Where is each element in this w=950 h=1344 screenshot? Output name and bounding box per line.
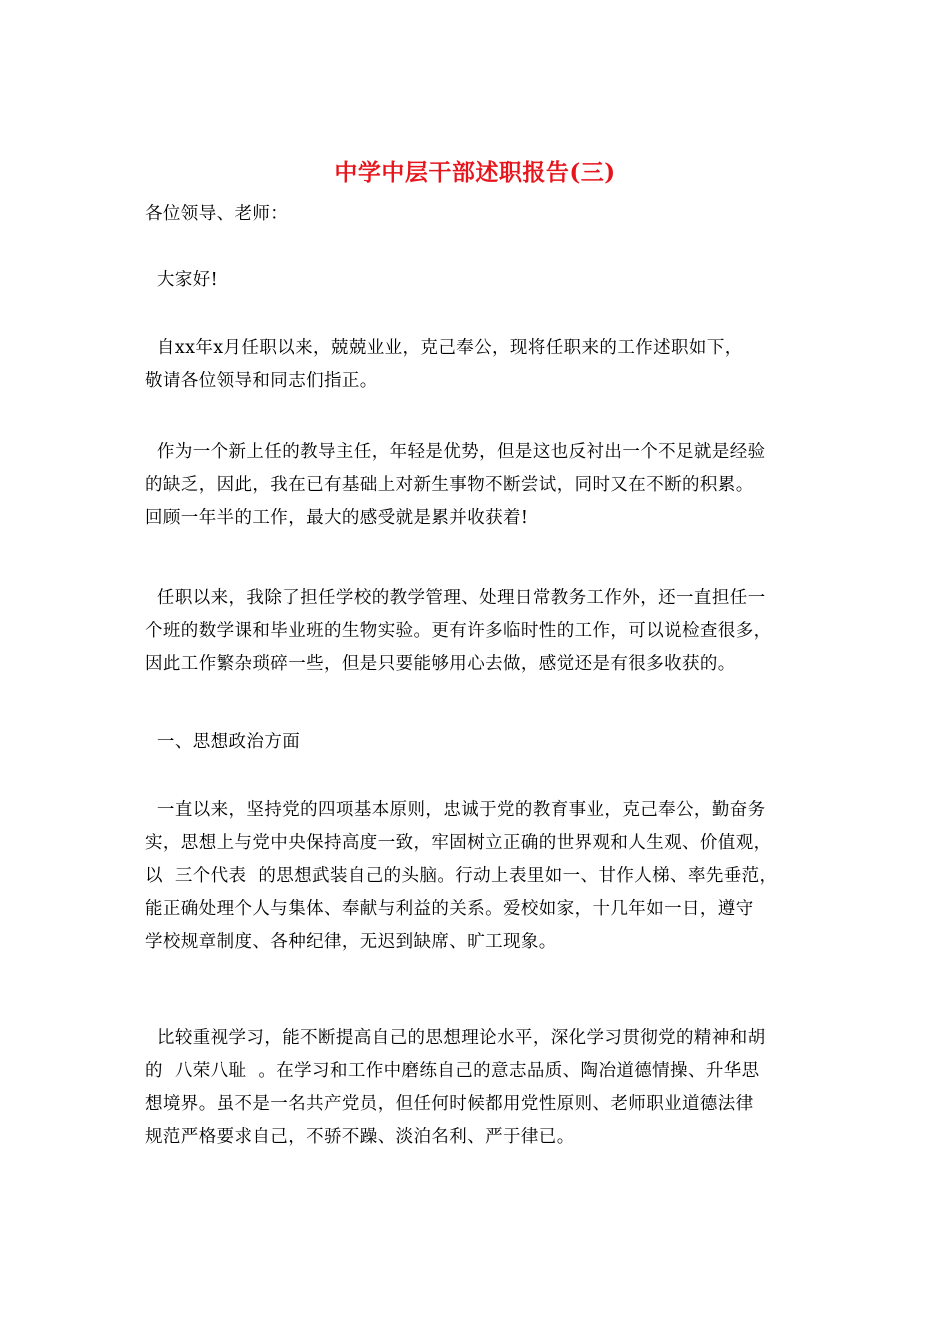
greeting <box>145 264 810 297</box>
paragraph-line: 以 三个代表 的思想武装自己的头脑。行动上表里如一、甘作人梯、率先垂范， <box>145 866 778 886</box>
paragraph-line: 的缺乏，因此，我在已有基础上对新生事物不断尝试，同时又在不断的积累。 <box>145 475 754 495</box>
paragraph-line: 比较重视学习，能不断提高自己的思想理论水平，深化学习贯彻党的精神和胡 <box>145 1028 766 1048</box>
paragraph-line: 个班的数学课和毕业班的生物实验。更有许多临时性的工作，可以说检查很多， <box>145 621 772 641</box>
paragraph-line: 规范严格要求自己，不骄不躁、淡泊名利、严于律已。 <box>145 1127 575 1147</box>
paragraph-line: 想境界。虽不是一名共产党员，但任何时候都用党性原则、老师职业道德法律 <box>145 1094 754 1114</box>
salutation <box>145 198 810 231</box>
paragraph-line: 回顾一年半的工作，最大的感受就是累并收获着! <box>145 508 529 528</box>
paragraph-line: 的 八荣八耻 。在学习和工作中磨练自己的意志品质、陶冶道德情操、升华思 <box>145 1061 760 1081</box>
paragraph-1 <box>145 332 810 398</box>
paragraph-line: 作为一个新上任的教导主任，年轻是优势，但是这也反衬出一个不足就是经验 <box>145 442 766 462</box>
paragraph-line: 一直以来，坚持党的四项基本原则，忠诚于党的教育事业，克己奉公，勤奋务 <box>145 800 766 820</box>
document-title: 中学中层干部述职报告(三) <box>334 159 616 186</box>
greeting-line: 大家好! <box>145 270 219 290</box>
paragraph-line: 因此工作繁杂琐碎一些，但是只要能够用心去做，感觉还是有很多收获的。 <box>145 654 736 674</box>
paragraph-line: 实，思想上与党中央保持高度一致，牢固树立正确的世界观和人生观、价值观， <box>145 833 772 853</box>
section-heading-line: 一、思想政治方面 <box>145 732 301 752</box>
paragraph-5 <box>145 1022 810 1154</box>
paragraph-line: 任职以来，我除了担任学校的教学管理、处理日常教务工作外，还一直担任一 <box>145 588 766 608</box>
paragraph-line: 学校规章制度、各种纪律，无迟到缺席、旷工现象。 <box>145 932 557 952</box>
paragraph-line: 自xx年x月任职以来，兢兢业业，克己奉公，现将任职来的工作述职如下， <box>145 338 743 358</box>
paragraph-2 <box>145 436 810 535</box>
paragraph-4 <box>145 794 810 959</box>
paragraph-3 <box>145 582 810 681</box>
paragraph-line: 能正确处理个人与集体、奉献与利益的关系。爱校如家，十几年如一日，遵守 <box>145 899 754 919</box>
salutation-line: 各位领导、老师： <box>145 204 289 224</box>
section-heading-politics <box>145 726 810 759</box>
paragraph-line: 敬请各位领导和同志们指正。 <box>145 371 378 391</box>
